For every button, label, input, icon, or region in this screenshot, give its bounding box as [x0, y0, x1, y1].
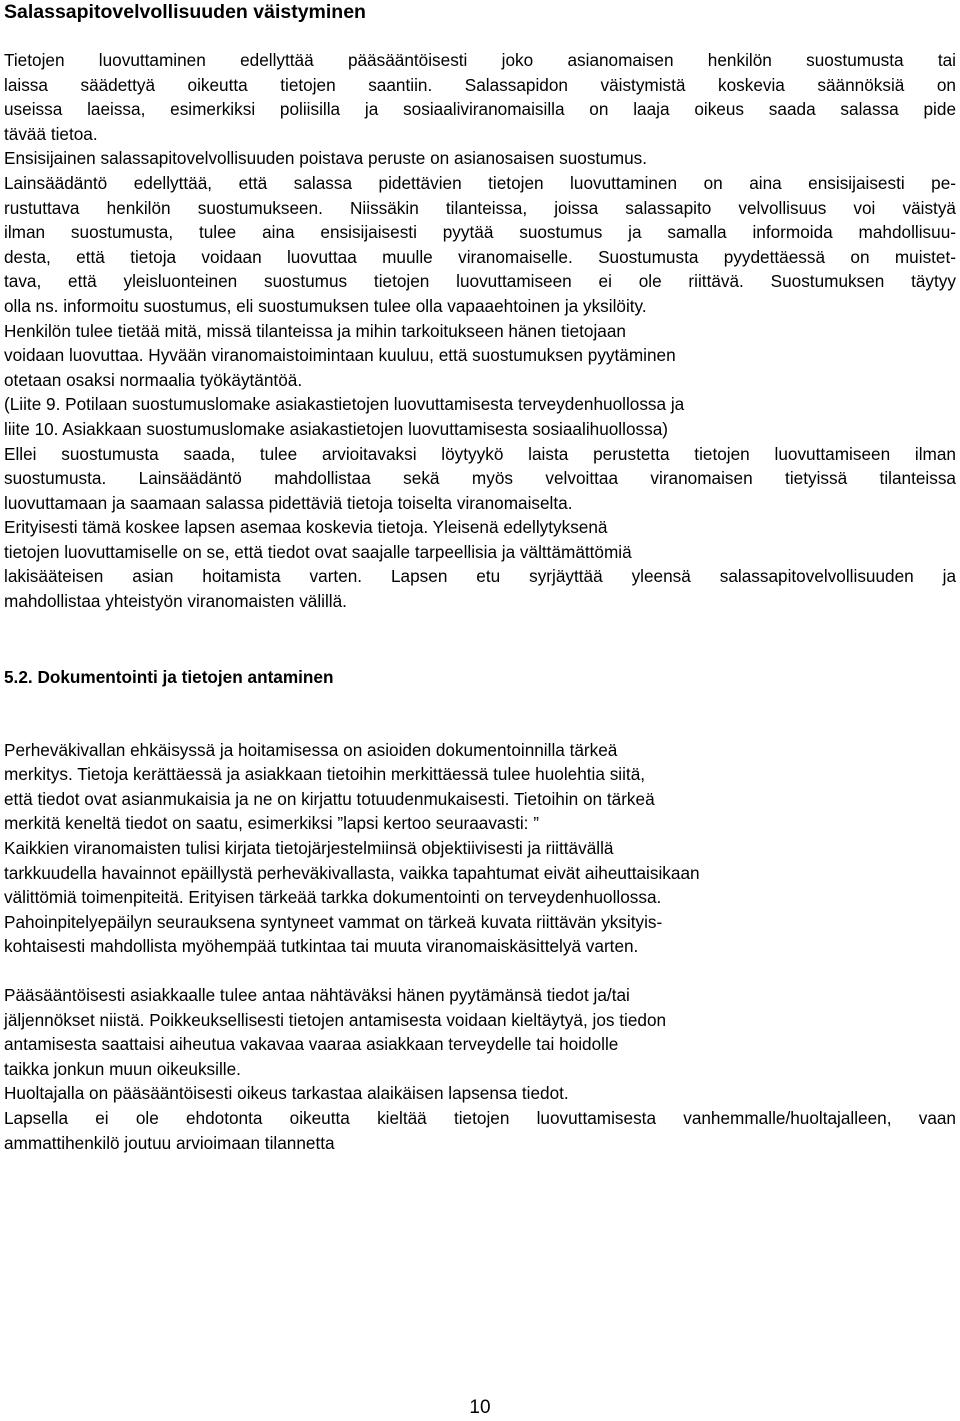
text-line: merkitys. Tietoja kerättäessä ja asiakkaan tietoihin merkittäessä tulee huolehtia siitä, [4, 764, 646, 785]
text-line: tietojen luovuttamiselle on se, että tiedot ovat saajalle tarpeellisia ja välttämättömiä [4, 541, 632, 562]
text-line: Huoltajalla on pääsääntöisesti oikeus tarkastaa alaikäisen lapsensa tiedot. [4, 1083, 569, 1104]
text-line: tävää tietoa. [4, 123, 98, 144]
text-line: kohtaisesti mahdollista myöhempää tutkintaa tai muuta viranomaiskäsittelyä varten. [4, 936, 639, 957]
text-line: desta, että tietoja voidaan luovuttaa muulle viranomaiselle. Suostumusta pyydettäessä on muistet- [4, 246, 956, 267]
section1-body [4, 48, 956, 614]
text-line: mahdollistaa yhteistyön viranomaisten välillä. [4, 591, 347, 612]
text-line: Ensisijainen salassapitovelvollisuuden poistava peruste on asianosaisen suostumus. [4, 148, 648, 169]
text-line: otetaan osaksi normaalia työkäytäntöä. [4, 369, 303, 390]
text-line: tarkkuudella havainnot epäillystä perheväkivallasta, vaikka tapahtumat eivät aiheuttaisikaan [4, 862, 700, 883]
text-line: Ellei suostumusta saada, tulee arvioitavaksi löytyykö laista perustetta tietojen luovuttamiseen ilman [4, 443, 956, 464]
text-line: Henkilön tulee tietää mitä, missä tilanteissa ja mihin tarkoitukseen hänen tietojaan [4, 320, 626, 341]
text-line: Pahoinpitelyepäilyn seurauksena syntyneet vammat on tärkeä kuvata riittävän yksityis- [4, 911, 663, 932]
text-line: antamisesta saattaisi aiheutua vakavaa vaaraa asiakkaan terveydelle tai hoidolle [4, 1034, 619, 1055]
text-line: Tietojen luovuttaminen edellyttää pääsääntöisesti joko asianomaisen henkilön suostumusta tai [4, 50, 956, 70]
text-line: tava, että yleisluonteinen suostumus tietojen luovuttamiseen ei ole riittävä. Suostumuksen täytyy [4, 271, 956, 292]
text-line: merkitä keneltä tiedot on saatu, esimerkiksi ”lapsi kertoo seuraavasti: ” [4, 813, 539, 834]
section-title: Salassapitovelvollisuuden väistyminen [4, 1, 366, 23]
text-line: Lainsäädäntö edellyttää, että salassa pidettävien tietojen luovuttaminen on aina ensisijaisesti pe- [4, 172, 956, 193]
text-line: ilman suostumusta, tulee aina ensisijaisesti pyytää suostumus ja samalla informoida mahdollisuu- [4, 222, 956, 243]
text-line: voidaan luovuttaa. Hyvään viranomaistoimintaan kuuluu, että suostumuksen pyytäminen [4, 345, 676, 366]
text-line: että tiedot ovat asianmukaisia ja ne on kirjattu totuudenmukaisesti. Tietoihin on tärkeä [4, 788, 655, 809]
text-line: rustuttava henkilön suostumukseen. Niissäkin tilanteissa, joissa salassapito velvollisuus voi väistyä [4, 197, 956, 218]
text-line: välittömiä toimenpiteitä. Erityisen tärkeää tarkka dokumentointi on terveydenhuollossa. [4, 887, 662, 908]
text-line: Perheväkivallan ehkäisyssä ja hoitamisessa on asioiden dokumentoinnilla tärkeä [4, 739, 618, 760]
text-line: luovuttamaan ja saamaan salassa pidettäviä tietoja toiselta viranomaiselta. [4, 492, 573, 513]
page-number: 10 [469, 1397, 491, 1418]
text-line: olla ns. informoitu suostumus, eli suostumuksen tulee olla vapaaehtoinen ja yksilöity. [4, 295, 647, 316]
section-heading: 5.2. Dokumentointi ja tietojen antaminen [4, 666, 334, 687]
text-line: Pääsääntöisesti asiakkaalle tulee antaa nähtäväksi hänen pyytämänsä tiedot ja/tai [4, 985, 630, 1005]
text-line: useissa laeissa, esimerkiksi poliisilla ja sosiaaliviranomaisilla on laaja oikeus saada salassa pide [4, 99, 956, 120]
text-line: lakisääteisen asian hoitamista varten. Lapsen etu syrjäyttää yleensä salassapitovelvollisuuden ja [4, 566, 956, 587]
text-line: taikka jonkun muun oikeuksille. [4, 1058, 241, 1079]
text-line: liite 10. Asiakkaan suostumuslomake asiakastietojen luovuttamisesta sosiaalihuollossa) [4, 418, 668, 439]
section2-paragraph-1 [4, 738, 956, 959]
text-line: Erityisesti tämä koskee lapsen asemaa koskevia tietoja. Yleisenä edellytyksenä [4, 517, 608, 538]
text-line: laissa säädettyä oikeutta tietojen saantiin. Salassapidon väistymistä koskevia säännöksiä on [4, 74, 956, 95]
text-line: (Liite 9. Potilaan suostumuslomake asiakastietojen luovuttamisesta terveydenhuollossa ja [4, 394, 685, 415]
text-line: Lapsella ei ole ehdotonta oikeutta kieltää tietojen luovuttamisesta vanhemmalle/huoltajalleen, vaan [4, 1107, 956, 1128]
text-line: jäljennökset niistä. Poikkeuksellisesti tietojen antamisesta voidaan kieltäytyä, jos tiedon [4, 1009, 667, 1030]
text-line: ammattihenkilö joutuu arvioimaan tilannetta [4, 1132, 335, 1153]
text-line: Kaikkien viranomaisten tulisi kirjata tietojärjestelmiinsä objektiivisesti ja riittävällä [4, 838, 614, 859]
text-line: suostumusta. Lainsäädäntö mahdollistaa sekä myös velvoittaa viranomaisen tietyissä tilanteissa [4, 468, 956, 489]
section2-paragraph-2 [4, 983, 956, 1155]
document-page [4, 0, 956, 1155]
